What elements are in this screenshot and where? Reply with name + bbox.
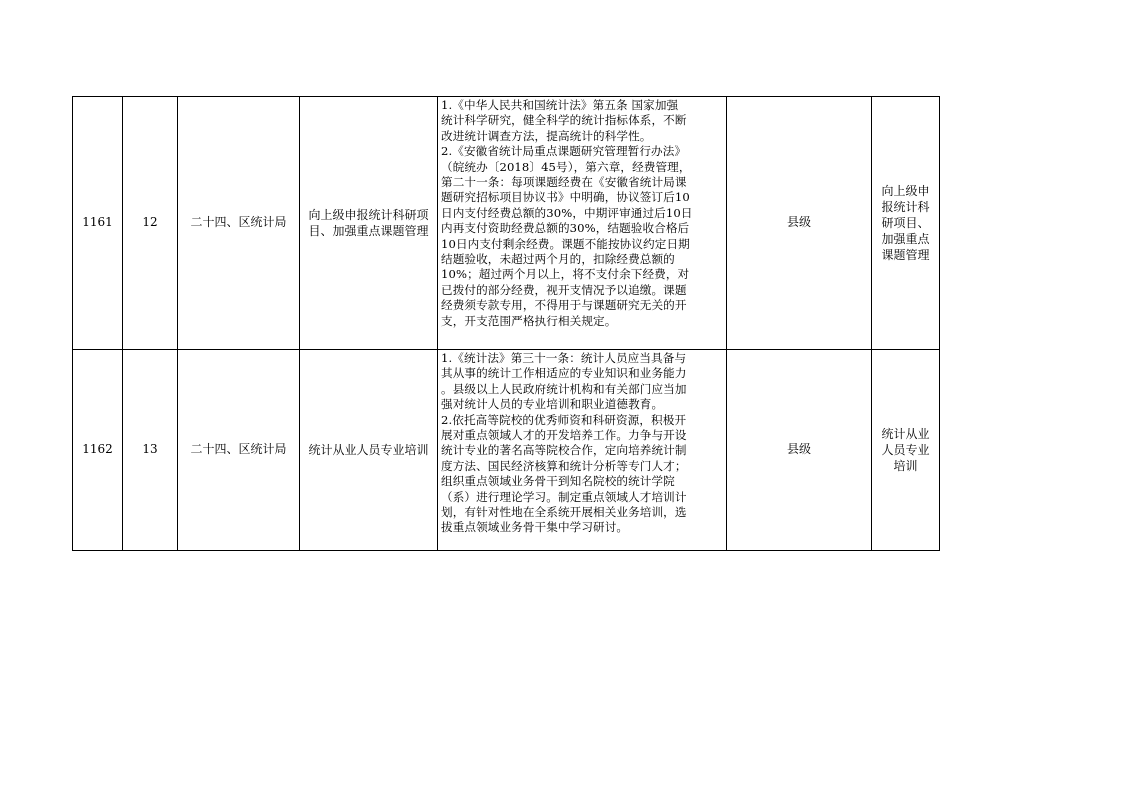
basis-line: 改进统计调查方法，提高统计的科学性。 <box>441 128 652 143</box>
basis-line: 强对统计人员的专业培训和职业道德教育。 <box>441 397 664 412</box>
basis-line: 展对重点领域人才的开发培养工作。力争与开设 <box>441 428 687 443</box>
seq-cell: 1162 <box>73 350 123 551</box>
sub-seq-cell: 12 <box>123 97 178 350</box>
basis-line: 结题验收，未超过两个月的，扣除经费总额的 <box>441 252 675 267</box>
basis-line: 2.《安徽省统计局重点课题研究管理暂行办法》 <box>441 144 687 159</box>
department-cell: 二十四、区统计局 <box>178 350 300 551</box>
basis-line: 支，开支范围严格执行相关规定。 <box>441 313 617 328</box>
level-cell: 县级 <box>727 97 872 350</box>
basis-line: 1.《统计法》第三十一条：统计人员应当具备与 <box>441 351 687 365</box>
basis-line: 划，有针对性地在全系统开展相关业务培训，选 <box>441 505 687 520</box>
basis-line: 第二十一条：每项课题经费在《安徽省统计局课 <box>441 175 687 190</box>
basis-line: 内再支付资助经费总额的30%，结题验收合格后 <box>441 221 690 236</box>
item-name-cell: 统计从业人员专业培训 <box>300 350 438 551</box>
department-cell: 二十四、区统计局 <box>178 97 300 350</box>
basis-line: 2.依托高等院校的优秀师资和科研资源，积极开 <box>441 412 687 427</box>
seq-cell: 1161 <box>73 97 123 350</box>
basis-line: 拔重点领域业务骨干集中学习研讨。 <box>441 520 629 535</box>
basis-line: 。县级以上人民政府统计机构和有关部门应当加 <box>441 381 687 396</box>
basis-line: 1.《中华人民共和国统计法》第五条 国家加强 <box>441 98 679 112</box>
basis-line: 统计专业的著名高等院校合作，定向培养统计制 <box>441 443 687 458</box>
result-cell: 向上级申报统计科研项目、加强重点课题管理 <box>872 97 940 350</box>
basis-line: 日内支付经费总额的30%，中期评审通过后10日 <box>441 205 693 220</box>
sub-seq-cell: 13 <box>123 350 178 551</box>
basis-line: 经费须专款专用，不得用于与课题研究无关的开 <box>441 298 687 313</box>
item-name-cell: 向上级申报统计科研项目、加强重点课题管理 <box>300 97 438 350</box>
level-cell: 县级 <box>727 350 872 551</box>
result-cell: 统计从业人员专业培训 <box>872 350 940 551</box>
basis-cell <box>438 350 727 551</box>
data-table <box>72 96 940 551</box>
basis-line: （皖统办〔2018〕45号），第六章，经费管理， <box>441 159 691 174</box>
basis-line: 10%；超过两个月以上，将不支付余下经费，对 <box>441 267 690 282</box>
basis-cell <box>438 97 727 350</box>
basis-line: 题研究招标项目协议书》中明确，协议签订后10 <box>441 190 690 205</box>
table-row <box>73 97 940 350</box>
basis-line: 度方法、国民经济核算和统计分析等专门人才； <box>441 458 687 473</box>
basis-line: （系）进行理论学习。制定重点领域人才培训计 <box>441 489 687 504</box>
basis-line: 统计科学研究，健全科学的统计指标体系，不断 <box>441 113 687 128</box>
basis-line: 10日内支付剩余经费。课题不能按协议约定日期 <box>441 236 690 251</box>
basis-line: 组织重点领域业务骨干到知名院校的统计学院 <box>441 474 675 489</box>
basis-line: 已拨付的部分经费，视开支情况予以追缴。课题 <box>441 282 687 297</box>
table-row <box>73 350 940 551</box>
basis-line: 其从事的统计工作相适应的专业知识和业务能力 <box>441 366 687 381</box>
